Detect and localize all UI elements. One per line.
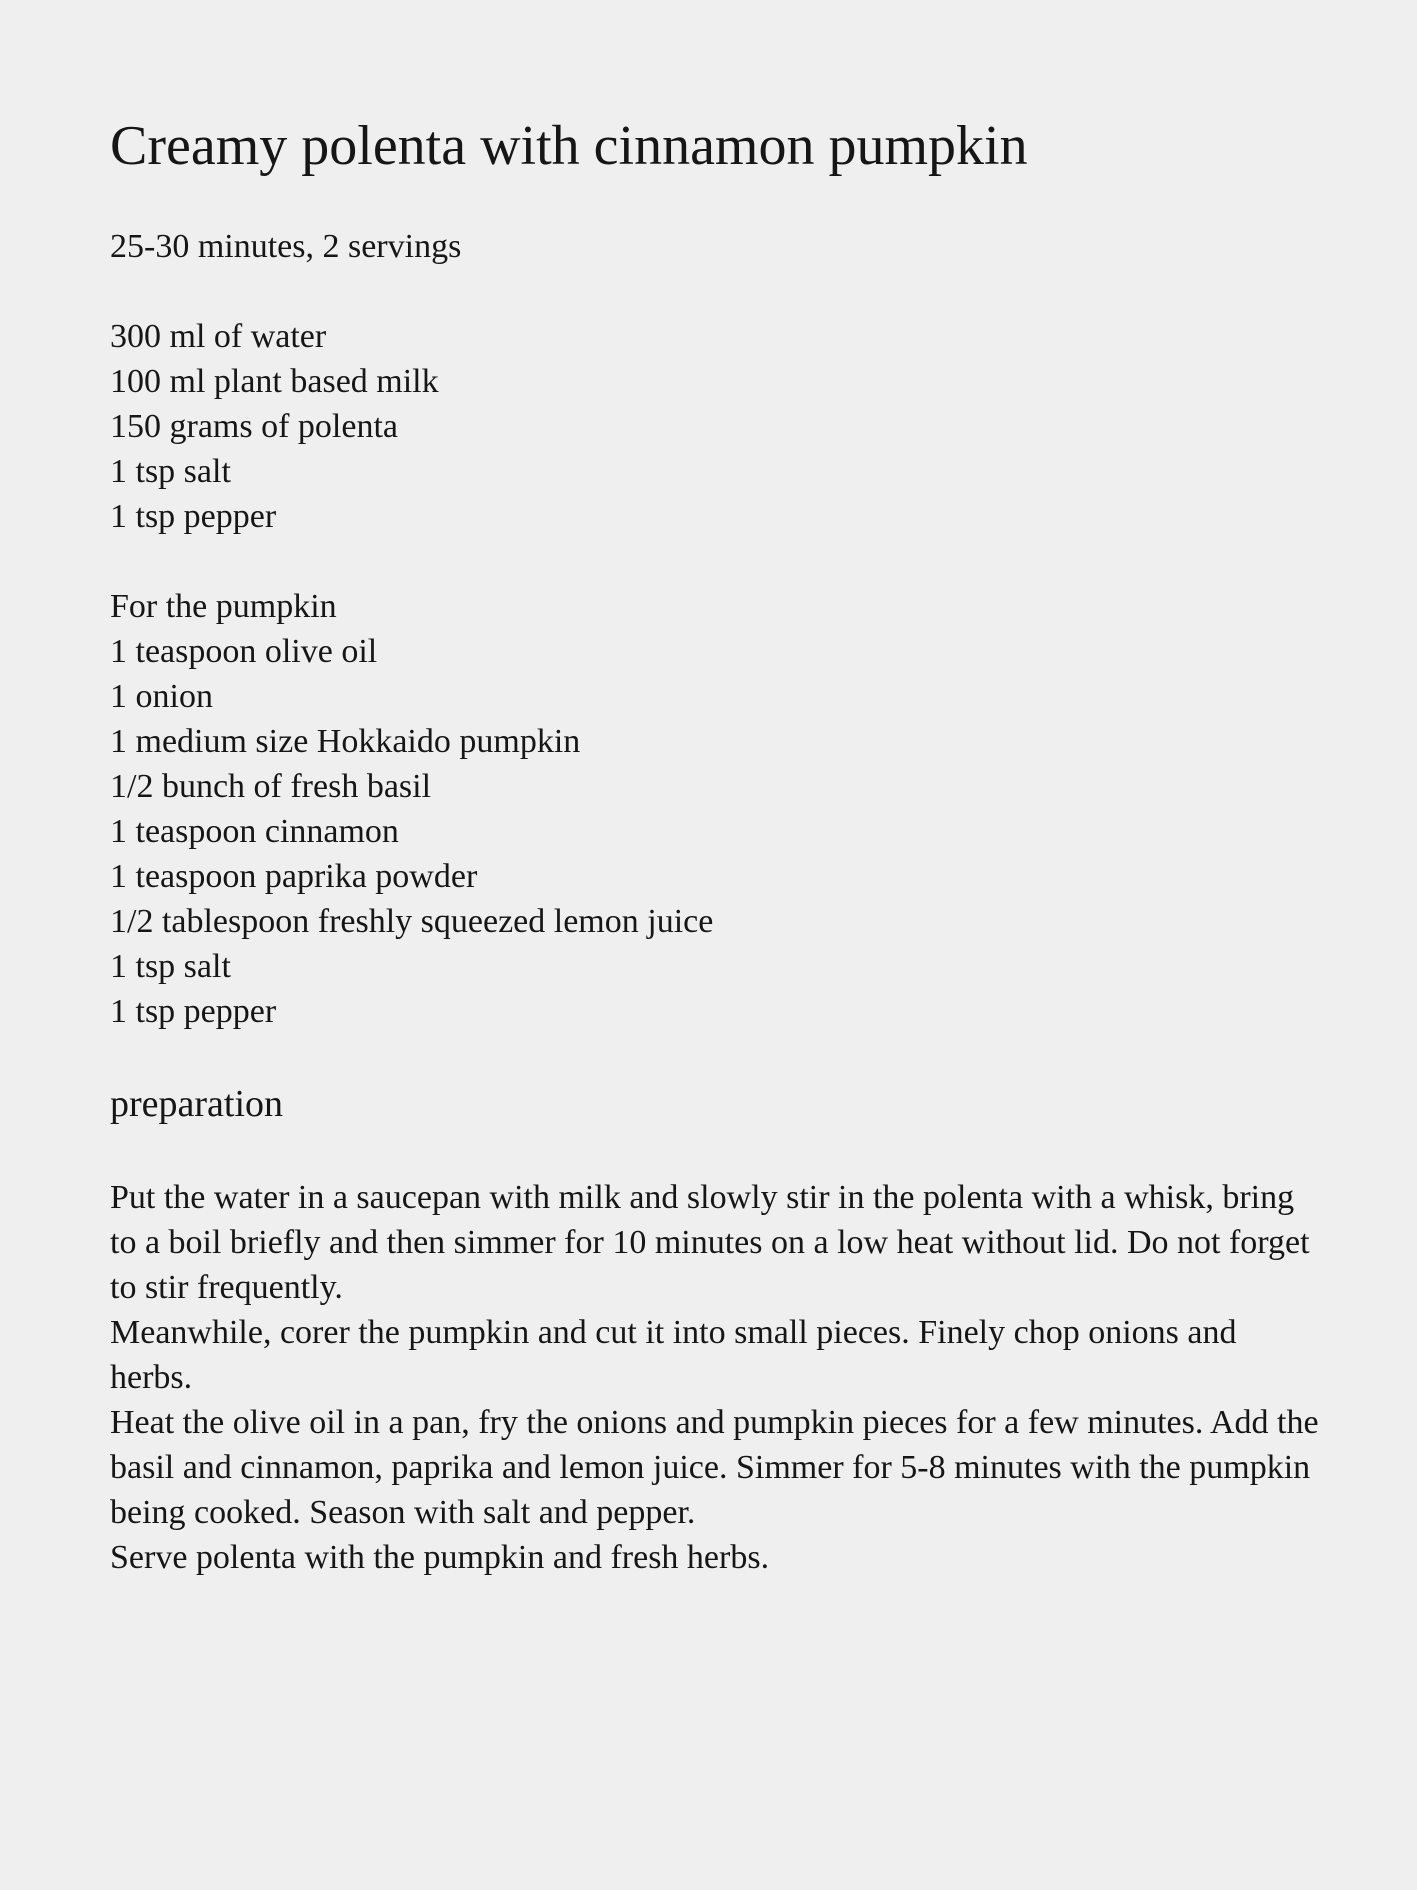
ingredient-item: 150 grams of polenta	[110, 408, 398, 445]
ingredient-item: 1/2 bunch of fresh basil	[110, 768, 432, 805]
recipe-title: Creamy polenta with cinnamon pumpkin	[110, 115, 1028, 177]
preparation-step: Put the water in a saucepan with milk and slowly stir in the polenta with a whisk, bring to a boil briefly and then simmer for 10 minutes on a low heat without lid. Do not forget to stir frequently.	[110, 1179, 1310, 1306]
recipe-meta: 25-30 minutes, 2 servings	[110, 228, 462, 265]
ingredient-item: 1/2 tablespoon freshly squeezed lemon juice	[110, 903, 714, 940]
ingredient-item: 1 teaspoon cinnamon	[110, 813, 399, 850]
ingredient-item: 1 medium size Hokkaido pumpkin	[110, 723, 581, 760]
ingredient-item: 100 ml plant based milk	[110, 363, 439, 400]
preparation-step: Meanwhile, corer the pumpkin and cut it into small pieces. Finely chop onions and herbs.	[110, 1314, 1237, 1396]
ingredient-item: 1 tsp salt	[110, 948, 231, 985]
ingredient-item: 1 teaspoon paprika powder	[110, 858, 478, 895]
preparation-step: Heat the olive oil in a pan, fry the onions and pumpkin pieces for a few minutes. Add the basil and cinnamon, paprika and lemon juice. Simmer for 5-8 minutes with the pumpkin being cooked. Season with salt and pepper.	[110, 1404, 1319, 1531]
pumpkin-section-heading: For the pumpkin	[110, 588, 337, 625]
ingredient-item: 1 tsp salt	[110, 453, 231, 490]
ingredient-item: 1 tsp pepper	[110, 498, 277, 535]
ingredient-item: 1 tsp pepper	[110, 993, 277, 1030]
preparation-heading: preparation	[110, 1083, 284, 1125]
preparation-steps	[110, 1175, 1320, 1580]
preparation-step: Serve polenta with the pumpkin and fresh herbs.	[110, 1539, 770, 1576]
ingredient-item: 1 onion	[110, 678, 213, 715]
ingredient-item: 1 teaspoon olive oil	[110, 633, 378, 670]
ingredient-item: 300 ml of water	[110, 318, 327, 355]
polenta-ingredient-list	[110, 314, 1307, 539]
pumpkin-ingredient-list	[110, 629, 1307, 1034]
